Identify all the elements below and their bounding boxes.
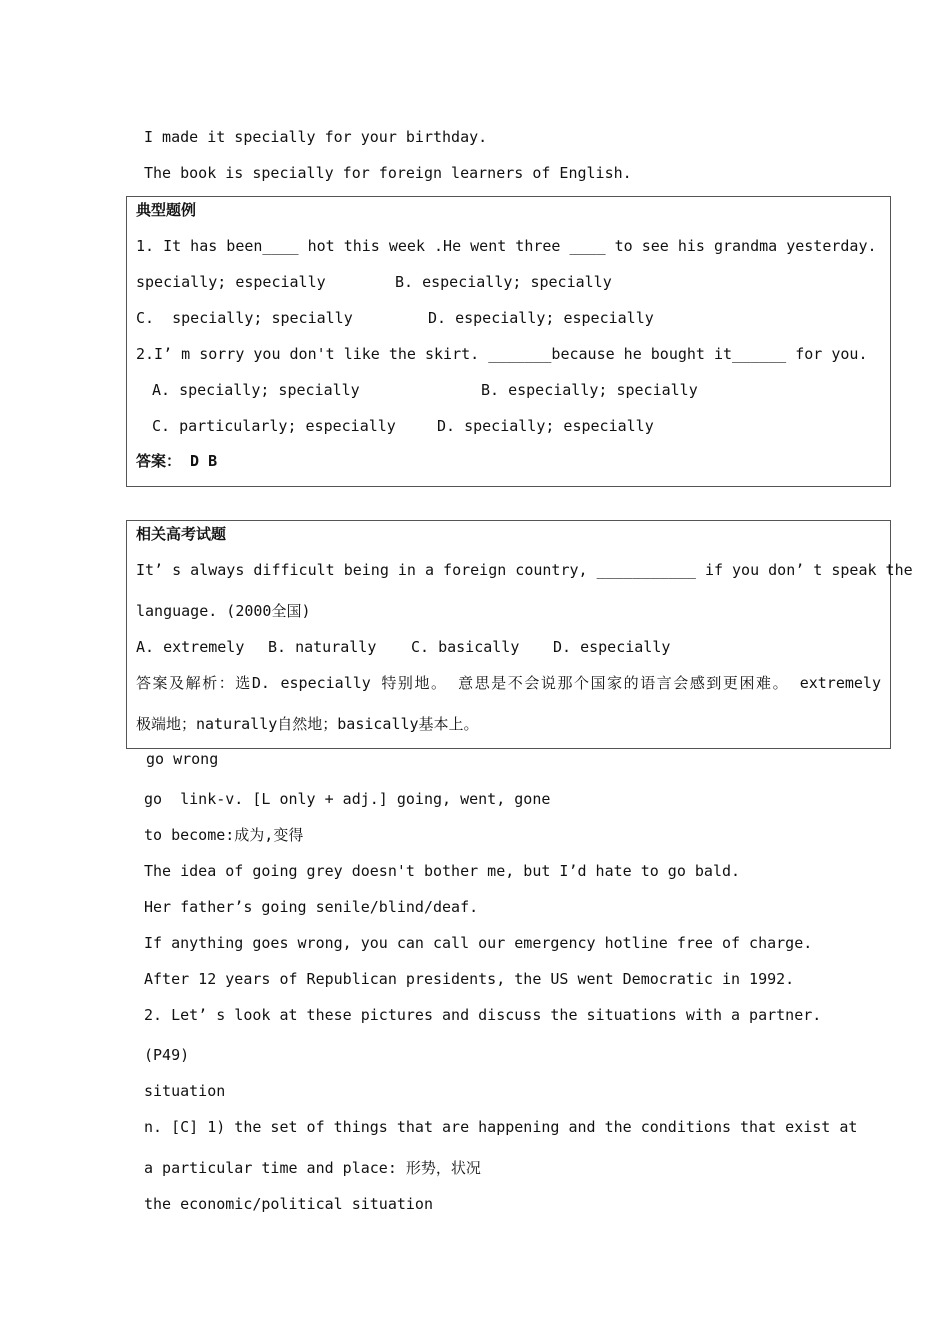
question-2-option-d: D. specially; especially [437,417,654,435]
question-2: 2.I’ m sorry you don't like the skirt. _______because he bought it______ for you. [136,345,868,363]
box1-answer: 答案： D B [136,452,218,470]
exam-question-title: 相关高考试题 [136,525,227,543]
question-2-option-c: C. particularly; especially [152,417,396,435]
example-specially-birthday: I made it specially for your birthday. [144,128,488,146]
example-going-grey: The idea of going grey doesn't bother me, but I’d hate to go bald. [144,862,741,880]
exam-option-b: B. naturally [268,638,377,656]
exam-option-d: D. especially [553,638,671,656]
exam-answer-line-1: 答案及解析：选D. especially 特别地。 意思是不会说那个国家的语言会感到更困难。 extremely [136,674,881,692]
page-reference: (P49) [144,1046,190,1064]
exam-question-line-2: language. (2000全国) [136,602,311,620]
exam-option-c: C. basically [411,638,520,656]
example-economic-situation: the economic/political situation [144,1195,433,1213]
heading-situation: situation [144,1082,226,1100]
situation-definition-line-2: a particular time and place: 形势，状况 [144,1159,481,1177]
question-1-option-d: D. especially; especially [428,309,654,327]
example-goes-wrong: If anything goes wrong, you can call our emergency hotline free of charge. [144,934,813,952]
exam-answer-line-2: 极端地；naturally自然地；basically基本上。 [136,715,479,733]
exam-question-line-1: It’ s always difficult being in a foreign country, ___________ if you don’ t speak the [136,561,913,579]
question-1: 1. It has been____ hot this week .He went three ____ to see his grandma yesterday. [136,237,877,255]
example-specially-book: The book is specially for foreign learners of English. [144,164,632,182]
question-1-option-a: specially; especially [136,273,326,291]
situation-definition-line-1: n. [C] 1) the set of things that are happening and the conditions that exist at [144,1118,858,1136]
typical-exercise-title: 典型题例 [136,201,197,219]
question-2-option-a: A. specially; specially [152,381,360,399]
go-definition: go link-v. [L only + adj.] going, went, gone [144,790,551,808]
question-2-option-b: B. especially; specially [481,381,698,399]
exam-option-a: A. extremely [136,638,245,656]
example-went-democratic: After 12 years of Republican presidents, the US went Democratic in 1992. [144,970,795,988]
example-father: Her father’s going senile/blind/deaf. [144,898,479,916]
question-1-option-c: C. specially; specially [136,309,353,327]
go-meaning: to become:成为,变得 [144,826,304,844]
heading-go-wrong: go wrong [146,750,219,768]
item-2-instruction: 2. Let’ s look at these pictures and discuss the situations with a partner. [144,1006,822,1024]
question-1-option-b: B. especially; specially [395,273,612,291]
